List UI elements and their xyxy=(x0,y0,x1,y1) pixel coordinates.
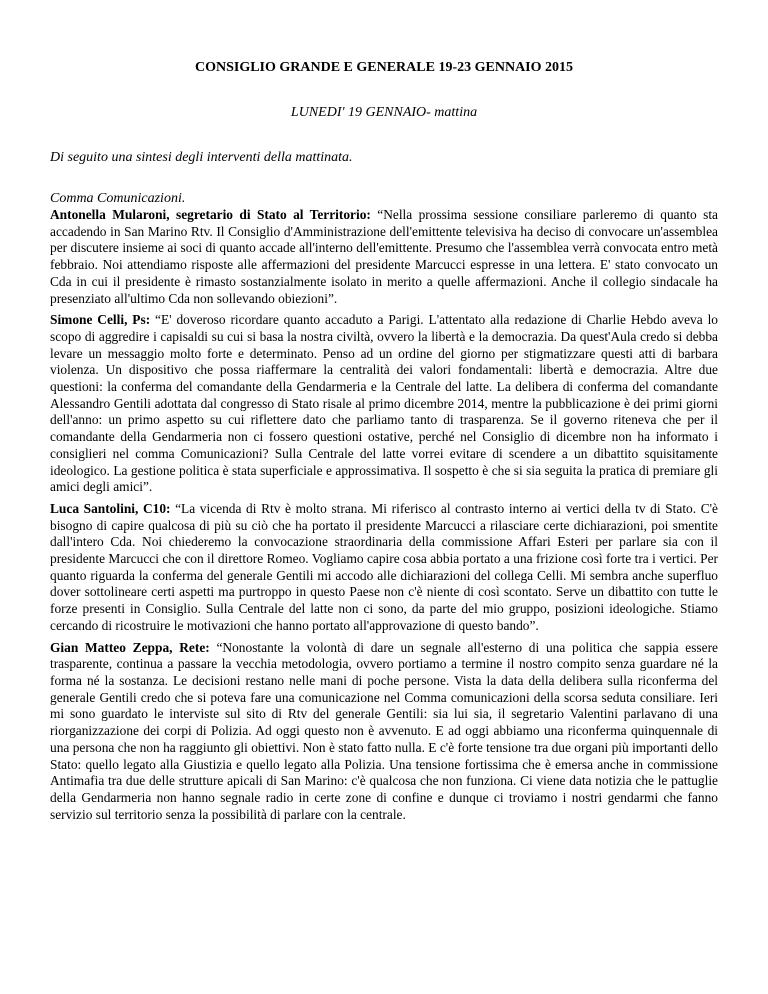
speaker-name: Gian Matteo Zeppa, Rete: xyxy=(50,639,210,655)
speaker-name: Antonella Mularoni, segretario di Stato al Territorio: xyxy=(50,207,371,222)
speech-text: “Nonostante la volontà di dare un segnale all'esterno di una politica che sappia essere trasparente, continua a passare la vecchia metodologia, ovvero portiamo a termine il nostro compito senza guardare né la forma né la sostanza. Le decisioni restano nelle mani di poche persone. Vista la data della delibera sulla riconferma del generale Gentili credo che si poteva fare una comunicazione nel Comma comunicazioni della scorsa seduta consiliare. Ieri mi sono guardato le interviste sul sito di Rtv del generale Gentili: sia lui sia, il segretario Valentini parlavano di una riorganizzazione dei corpi di Polizia. Ad oggi questo non è avvenuto. E ad oggi abbiamo una riconferma quinquennale di una persona che non ha raggiunto gli obiettivi. Non è stato fatto nulla. E c'è forte tensione tra due organi più importanti dello Stato: quello legato alla Giustizia e quello legato alla Polizia. Una tensione fortissima che è emersa anche in commissione Antimafia tra due delle strutture apicali di San Marino: c'è qualcosa che non funziona. Ci viene data notizia che le pattuglie della Gendarmeria non hanno segnale radio in certe zone di confine e dunque ci troviamo i nostri gendarmi che fanno servizio sul territorio senza la possibilità di parlare con la centrale. xyxy=(50,639,718,822)
intro-text: Di seguito una sintesi degli interventi della mattinata. xyxy=(50,150,353,165)
speech-text: “La vicenda di Rtv è molto strana. Mi riferisco al contrasto interno ai vertici della tv di Stato. C'è bisogno di capire qualcosa di più su ciò che ha portato il presidente Marcucci a rilasciare certe dichiarazioni, poi smentite dall'intero Cda. Noi chiederemo la convocazione straordinaria della commissione Affari Esteri per parlare sia con il presidente Marcucci che con il direttore Romeo. Vogliamo capire cosa abbia portato a una frizione così forte tra i vertici. Per quanto riguarda la conferma del generale Gentili mi accodo alle dichiarazioni del collega Celli. Mi sembra anche superfluo dover sottolineare certi aspetti ma purtroppo in questo Paese non c'è niente di così scontato. Serve un dibattito con tutte le forze presenti in Consiglio. Sulla Centrale del latte non ci sono, da parte del mio gruppo, posizioni ideologiche. Stiamo cercando di ricostruire le motivazioni che hanno portato all'approvazione di questo bando”. xyxy=(50,500,718,633)
speech-paragraph xyxy=(50,207,718,307)
speaker-name: Luca Santolini, C10: xyxy=(50,500,171,516)
speaker-name: Simone Celli, Ps: xyxy=(50,312,151,328)
speech-paragraph xyxy=(50,501,718,635)
document-page xyxy=(50,48,718,828)
document-title: CONSIGLIO GRANDE E GENERALE 19-23 GENNAIO 2015 xyxy=(194,60,574,75)
speech-text: “E' doveroso ricordare quanto accaduto a Parigi. L'attentato alla redazione di Charlie Hebdo aveva lo scopo di aggredire i capisaldi su cui si basa la nostra civiltà, ovvero la libertà e la democrazia. Da quest'Aula credo si debba levare un messaggio molto forte e determinato. Penso ad un ordine del giorno per stigmatizzare questi atti di barbara violenza. Un dispositivo che possa riaffermare la centralità dei valori fondamentali: libertà e democrazia. Altre due questioni: la conferma del comandante della Gendarmeria e la Centrale del latte. La delibera di conferma del comandante Alessandro Gentili adottata dal congresso di Stato risale al primo dicembre 2014, mentre la pubblicazione è dei primi giorni dell'anno: un primo aspetto su cui riflettere dato che parliamo tanto di trasparenza. Se il governo riteneva che per il comandante della Gendarmeria non ci fossero questioni ostative, perché nel Consiglio di dicembre non ha informato i consiglieri nel comma Comunicazioni? Sulla Centrale del latte vorrei evitare di scendere a un dibattito squisitamente ideologico. La gestione politica è stata superficiale e approssimativa. Il sospetto è che si sia seguita la pratica di premiare gli amici degli amici”. xyxy=(50,312,718,495)
session-subtitle: LUNEDI' 19 GENNAIO- mattina xyxy=(290,105,478,120)
speech-text: “Nella prossima sessione consiliare parleremo di quanto sta accadendo in San Marino Rtv. Il Consiglio d'Amministrazione dell'emittente televisiva ha deciso di convocare un'assemblea per discutere insieme ai soci di quanto accade all'interno dell'emittente. Presumo che l'assemblea verrà convocata entro metà febbraio. Noi attendiamo risposte alle affermazioni del presidente Marcucci espresse in una lettera. E' stato convocato un Cda in cui il presidente è rimasto sostanzialmente isolato in merito a quelle affermazioni. Anche il collegio sindacale ha presenziato all'ultimo Cda non sollevando obiezioni”. xyxy=(50,207,718,306)
section-heading: Comma Comunicazioni. xyxy=(50,191,186,206)
speech-paragraph xyxy=(50,312,718,496)
speech-paragraph xyxy=(50,640,718,824)
